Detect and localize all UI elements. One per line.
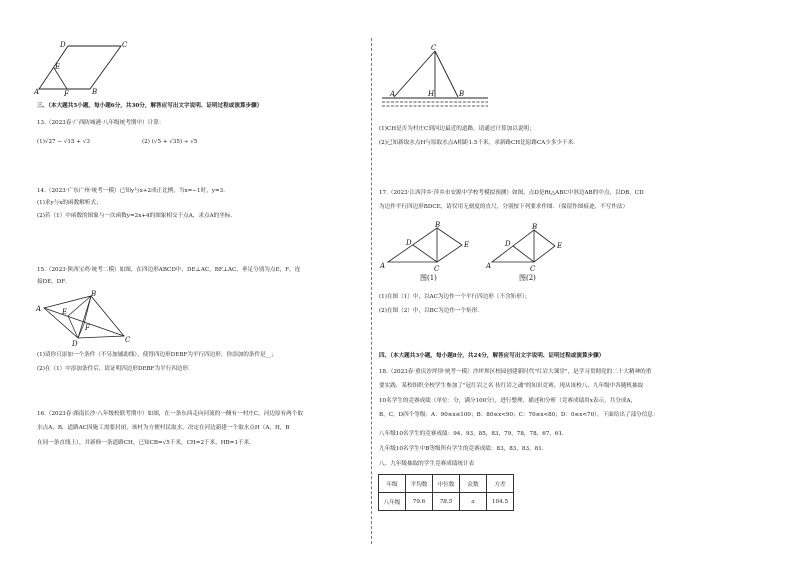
- q18-line6: 九年级10名学生中B等级所有学生的竞赛成绩：83，83，83，81．: [379, 446, 548, 452]
- label-C: C: [431, 44, 437, 52]
- label-B: B: [91, 290, 97, 298]
- q15-part1: (1)请你只添加一个条件（不另加辅助线），使得四边形DEBF为平行四边形，你添加的条件是__；: [37, 352, 277, 358]
- table-cell: a: [460, 493, 487, 511]
- section3-heading: 三、（本大题共5小题，每小题6分，共30分，解答应写出文字说明、证明过程或演算步骤）: [37, 103, 263, 109]
- table-cell: 79.6: [406, 493, 433, 511]
- table-header-cell: 众数: [460, 475, 487, 493]
- river-figure: [378, 42, 488, 114]
- label-H: H: [428, 90, 435, 98]
- q15-part2: (2)在（1）中添加条件后，请证明四边形DEBF为平行四边形．: [37, 366, 194, 372]
- label-B: B: [435, 221, 441, 229]
- q13-part2: (2) (√5 + √35) ÷ √5: [142, 139, 198, 145]
- q17-part1: (1)在图（1）中，以AC为边作一个平行四边形（不含矩形）；: [379, 294, 531, 300]
- q14-part1: (1)求y与x的函数解析式；: [37, 200, 102, 206]
- q17-figure-1: [380, 220, 470, 282]
- quadrilateral-figure: [36, 290, 131, 346]
- label-A: A: [390, 90, 396, 98]
- q17-part2: (2)在图（2）中，以BC为边作一个矩形．: [379, 308, 483, 314]
- label-C: C: [122, 41, 128, 49]
- label-B: B: [92, 88, 98, 96]
- q17-line2: 为边作平行四边形BDCE，请仅用无刻度的直尺，分别按下列要求作图．（保留作图痕迹，不写作法）: [379, 204, 629, 210]
- q15-stem-cont: 接DE，DF．: [37, 279, 71, 285]
- table-cell: 78.5: [433, 493, 460, 511]
- figure-2-caption: 图(2): [519, 274, 536, 282]
- label-A: A: [486, 262, 492, 270]
- q15-stem: 15.（2023·陕西宝鸡·统考二模）如图，在四边形ABCD中，DE⊥AC，BF⊥AC，垂足分别为点E，F，连: [37, 267, 301, 273]
- q18-line4: B，C，D四个等级：A：90≤x≤100；B：80≤x<90；C：70≤x<80；D：0≤x<70），下面给出了部分信息：: [379, 412, 659, 418]
- q16-part1: (1)CH是否为村庄C到河边最近的道路，请通过计算加以说明；: [379, 126, 535, 132]
- table-row: [379, 493, 514, 511]
- column-divider: [371, 38, 372, 544]
- label-E: E: [55, 63, 61, 71]
- label-D: D: [505, 240, 511, 248]
- label-E: E: [557, 242, 563, 250]
- q17-line1: 17.（2023·江西萍乡·萍乡市安源中学校考模拟预测）如图，点D是Rt△ABC中斜边AB的中点，以DB，CD: [379, 190, 644, 196]
- label-E: E: [464, 241, 470, 249]
- label-A: A: [36, 305, 42, 313]
- label-A: A: [34, 88, 40, 96]
- parallelogram-figure: [34, 38, 134, 96]
- q18-line3: 10名学生的竞赛成绩（单位：分，满分100分），进行整理、描述和分析（竞赛成绩用x表示，共分成A，: [379, 398, 637, 404]
- label-C: C: [530, 265, 536, 273]
- q18-line1: 18.（2023春·重庆沙坪坝·统考一模）沙坪坝区校园创建新时代"红岩大课堂"，是学习贯彻党的二十大精神的重: [379, 369, 652, 375]
- table-header-cell: 年级: [379, 475, 406, 493]
- q18-line2: 要实践．某校组织全校学生参加了"冠红岩之名 传红岩之魂"的知识竞赛，现从该校八、九年级中各随机抽取: [379, 383, 644, 389]
- q18-line5: 八年级10名学生的竞赛成绩：94，93，85，83，79，78，78，67，61．: [379, 431, 568, 437]
- table-header-cell: 中位数: [433, 475, 460, 493]
- q13-stem: 13.（2023春·广西防城港·八年级统考期中）计算：: [37, 120, 165, 126]
- q16-line1: 16.（2023春·湖南长沙·八年级校联考期中）如图，在一条东西走向河流的一侧有一村庄C，河边原有两个取: [37, 411, 303, 417]
- label-C: C: [125, 336, 131, 344]
- table-header-row: [379, 475, 514, 493]
- stats-table: [378, 474, 514, 511]
- label-B: B: [532, 223, 538, 231]
- table-cell: 104.5: [487, 493, 514, 511]
- table-header-cell: 方差: [487, 475, 514, 493]
- q17-figure-2: [486, 220, 576, 282]
- label-A: A: [380, 262, 386, 270]
- q16-part2: (2)已知新取水点H与原取水点A相距1.5千米，求新路CH比原路CA少多少千米．: [379, 140, 579, 146]
- q14-stem: 14.（2023·广东广州·统考一模）已知y与x+2成正比例，当x=−1时，y=3．: [37, 188, 229, 194]
- q13-part1: (1)√27 − √15 + √3: [37, 139, 90, 145]
- label-F: F: [64, 90, 69, 98]
- section4-heading: 四、（本大题共3小题，每小题8分，共24分，解答应写出文字说明、证明过程或演算步骤）: [379, 353, 605, 359]
- figure-1-caption: 图(1): [420, 274, 437, 282]
- label-E: E: [62, 308, 68, 316]
- label-D: D: [60, 41, 66, 49]
- table-title: 八、九年级抽取的学生竞赛成绩统计表: [379, 461, 475, 467]
- table-cell: 八年级: [379, 493, 406, 511]
- q16-line3: 在同一条直线上），并新修一条道路CH，已知CB=√5千米，CH=2千米，HB=1千米．: [37, 440, 255, 446]
- label-D: D: [406, 239, 412, 247]
- label-F: F: [85, 324, 90, 332]
- table-header-cell: 平均数: [406, 475, 433, 493]
- q14-part2: (2)若（1）中函数的图象与一次函数y=2x+4的图象相交于点A，求点A的坐标．: [37, 213, 236, 219]
- label-D: D: [72, 340, 78, 348]
- label-C: C: [434, 265, 440, 273]
- q16-line2: 水点A，B，道路AC因施工需要封闭，该村为方便村民取水，决定在河边新建一个取水点H（A，H，B: [37, 425, 290, 431]
- label-B: B: [459, 90, 465, 98]
